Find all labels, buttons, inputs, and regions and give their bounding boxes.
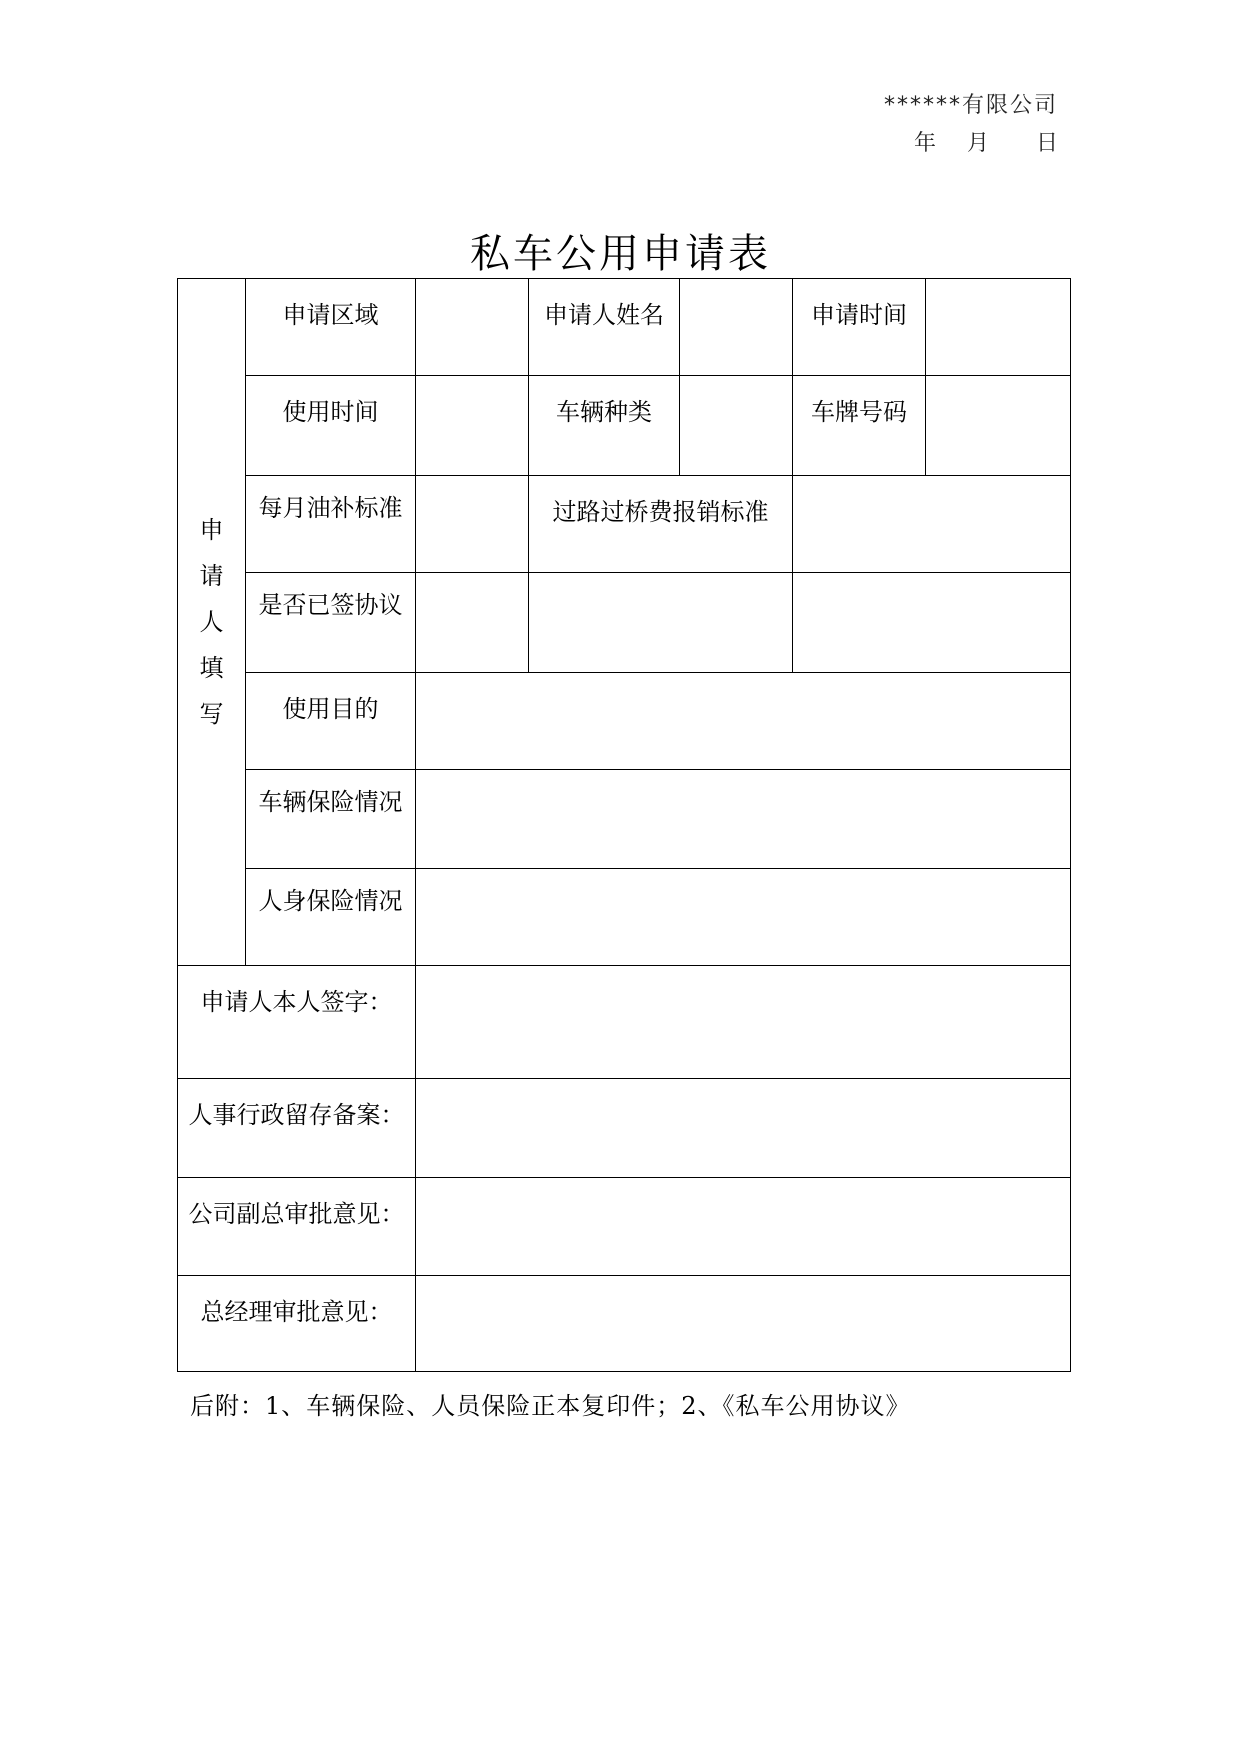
field-agreement-extra-2[interactable]: [793, 573, 1071, 673]
field-gm-approval[interactable]: [416, 1276, 1071, 1372]
section-label: 申请人填写: [199, 516, 224, 728]
field-applicant-sign[interactable]: [416, 966, 1071, 1079]
label-applicant-sign: 申请人本人签字：: [178, 966, 416, 1079]
field-vehicle-type[interactable]: [680, 376, 793, 476]
label-purpose: 使用目的: [246, 673, 416, 770]
field-fuel-subsidy[interactable]: [416, 476, 529, 573]
application-form: [177, 278, 1071, 1372]
field-hr-record[interactable]: [416, 1079, 1071, 1178]
label-hr-record: 人事行政留存备案：: [178, 1079, 416, 1178]
field-apply-time[interactable]: [926, 279, 1071, 376]
attachment-note: 后附：1、车辆保险、人员保险正本复印件；2、《私车公用协议》: [190, 1392, 911, 1420]
label-personal-insurance: 人身保险情况: [246, 869, 416, 966]
field-use-time[interactable]: [416, 376, 529, 476]
page-title: 私车公用申请表: [470, 231, 771, 277]
label-apply-time: 申请时间: [793, 279, 926, 376]
date-year: 年: [913, 131, 936, 156]
field-vehicle-insurance[interactable]: [416, 770, 1071, 869]
label-vehicle-insurance: 车辆保险情况: [246, 770, 416, 869]
label-vp-approval: 公司副总审批意见：: [178, 1178, 416, 1276]
field-agreement-signed[interactable]: [416, 573, 529, 673]
date-day: 日: [1035, 131, 1058, 156]
label-fuel-subsidy: 每月油补标准: [246, 476, 416, 573]
field-plate-number[interactable]: [926, 376, 1071, 476]
field-region[interactable]: [416, 279, 529, 376]
label-plate-number: 车牌号码: [793, 376, 926, 476]
label-use-time: 使用时间: [246, 376, 416, 476]
date-month: 月: [966, 131, 989, 156]
field-toll-standard[interactable]: [793, 476, 1071, 573]
label-region: 申请区域: [246, 279, 416, 376]
field-purpose[interactable]: [416, 673, 1071, 770]
label-agreement-signed: 是否已签协议: [246, 573, 416, 673]
section-label-cell: [178, 279, 246, 966]
field-personal-insurance[interactable]: [416, 869, 1071, 966]
company-name: ******有限公司: [883, 93, 1058, 118]
field-vp-approval[interactable]: [416, 1178, 1071, 1276]
label-applicant-name: 申请人姓名: [529, 279, 680, 376]
label-vehicle-type: 车辆种类: [529, 376, 680, 476]
label-gm-approval: 总经理审批意见：: [178, 1276, 416, 1372]
field-agreement-extra-1[interactable]: [529, 573, 793, 673]
date-line: [890, 126, 1058, 157]
field-applicant-name[interactable]: [680, 279, 793, 376]
label-toll-standard: 过路过桥费报销标准: [529, 476, 793, 573]
